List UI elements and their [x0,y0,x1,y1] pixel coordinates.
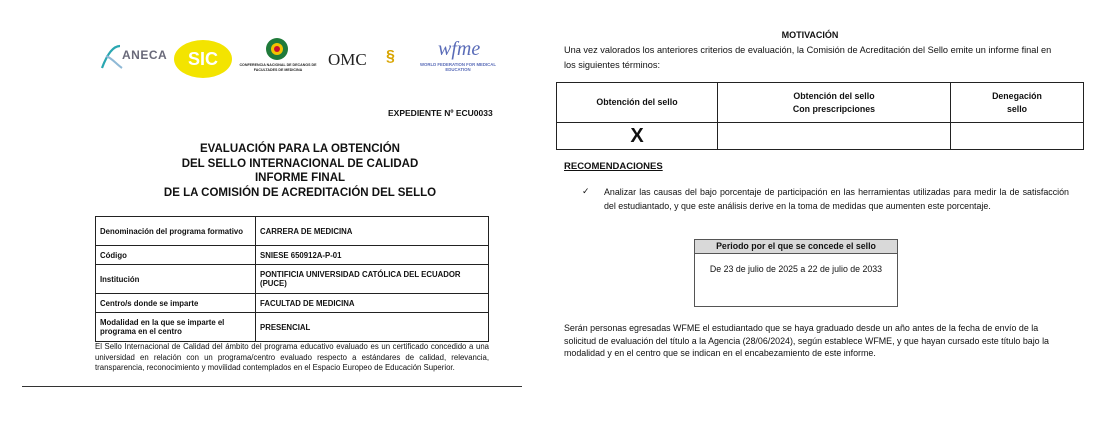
aneca-logo [100,42,166,72]
table-row [96,217,489,246]
title-line: DE LA COMISIÓN DE ACREDITACIÓN DEL SELLO [163,186,437,199]
info-value: PONTIFICIA UNIVERSIDAD CATÓLICA DEL ECUADOR (PUCE) [256,265,489,294]
wfme-logo [418,38,498,80]
table-row [96,294,489,313]
motivacion-heading: MOTIVACIÓN [781,30,839,40]
seal-description-paragraph: El Sello Internacional de Calidad del ámbito del programa educativo evaluado es un certificado concedido a una universidad en relación con un programa/centro evaluado respecto a estándares de calidad, relevancia, transparencia, reconocimiento y movilidad contemplados en el Espacio Europeo de Educación Superior. [95,342,489,373]
decision-header-prescripciones [718,83,951,123]
table-row [96,246,489,265]
decision-header-denegacion [951,83,1084,123]
periodo-heading: Periodo por el que se concede el sello [695,240,897,254]
info-value: SNIESE 650912A-P-01 [256,246,489,265]
header-line: Obtención del sello [596,97,678,108]
title-line: DEL SELLO INTERNACIONAL DE CALIDAD [181,157,419,170]
periodo-box [694,239,898,307]
decision-mark-obtencion: X [557,123,718,150]
wfme-logo-text: wfme [438,38,481,60]
header-line: Con prescripciones [792,103,876,114]
sic-logo-text: SIC [187,49,218,69]
conference-logo-text: CONFERENCIA NACIONAL DE DECANOS DE FACULTADES DE MEDICINA [239,63,317,72]
page-divider [22,386,522,387]
table-row [557,123,1084,150]
title-line: INFORME FINAL [254,172,346,184]
omc-logo-text: OMC [328,50,367,69]
header-line: Obtención del sello [793,91,875,101]
info-value: PRESENCIAL [256,313,489,342]
header-line: sello [1006,103,1028,114]
omc-logo [326,44,396,72]
info-label: Denominación del programa formativo [96,217,256,246]
sic-logo [174,40,232,78]
left-page [0,0,540,442]
table-row [96,265,489,294]
title-line: EVALUACIÓN PARA LA OBTENCIÓN [200,143,400,155]
closing-paragraph: Serán personas egresadas WFME el estudiantado que se haya graduado desde un año antes de la fecha de envío de la solicitud de evaluación del título a la Agencia (28/06/2024), según establece WFME, y que hayan cursado este título bajo la modalidad y en el centro que se indican en el encabezamiento de este informe. [564,323,1049,359]
right-page [548,0,1096,442]
program-info-table [95,216,489,342]
header-line: Denegación [992,91,1042,101]
aneca-swoosh-icon [100,42,124,72]
decision-table [556,82,1084,150]
expediente-number: EXPEDIENTE Nº ECU0033 [388,108,493,118]
table-row [96,313,489,342]
omc-serpent-icon: § [386,48,395,65]
conference-emblem-icon [262,36,292,62]
info-label: Modalidad en la que se imparte el programa en el centro [96,313,256,342]
aneca-logo-text: ANECA [122,48,168,62]
info-label: Institución [96,265,256,294]
decision-mark-prescripciones [718,123,951,150]
info-value: FACULTAD DE MEDICINA [256,294,489,313]
motivacion-intro: Una vez valorados los anteriores criterios de evaluación, la Comisión de Acreditación del Sello emite un informe final en los siguientes términos: [564,45,1052,70]
wfme-logo-subtitle: WORLD FEDERATION FOR MEDICAL EDUCATION [419,62,497,72]
recommendation-text: Analizar las causas del bajo porcentaje de participación en las herramientas utilizadas para medir la de satisfacción del estudiantado, y que este análisis derive en la toma de medidas que aumenten este porcentaje. [604,187,1069,211]
logo-bar [96,36,496,82]
checkmark-icon: ✓ [582,186,590,196]
decision-header-obtencion [557,83,718,123]
document-title [130,142,470,200]
periodo-value: De 23 de julio de 2025 a 22 de julio de 2033 [709,264,883,274]
info-label: Código [96,246,256,265]
info-label: Centro/s donde se imparte [96,294,256,313]
decision-mark-denegacion [951,123,1084,150]
conference-deans-logo [236,36,316,80]
info-value: CARRERA DE MEDICINA [256,217,489,246]
table-header-row [557,83,1084,123]
recomendaciones-heading: RECOMENDACIONES [564,161,663,172]
